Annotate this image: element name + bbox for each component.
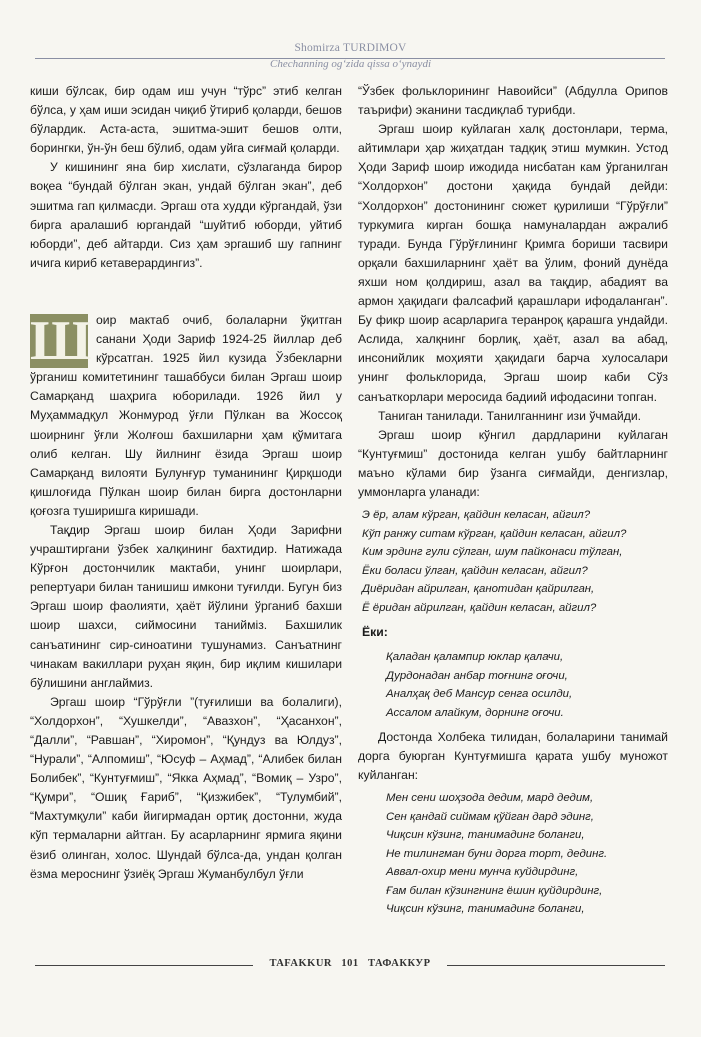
footer-magazine-latin: TAFAKKUR	[269, 958, 333, 969]
verse-line: Қаладан қалампир юклар қалачи,	[386, 651, 564, 664]
header-title: Chechanning og‘zida qissa o‘ynaydi	[269, 58, 431, 70]
footer-rule-right	[447, 965, 665, 966]
verse-3	[386, 789, 668, 919]
verse-line: Ким эрдинг гули сўлган, шум пайконаси тўлган,	[362, 546, 623, 559]
verse-line: Ғам билан кўзингнинг ёшин қуйдирдинг,	[386, 884, 603, 897]
right-paragraph-5: Достонда Холбека тилидан, болаларини танимай дорга буюрган Кунтуғмишга қарата ушбу муножот куйланган:	[358, 730, 668, 783]
verse-line: Э ёр, алам кўрган, қайдин келасан, айгил?	[362, 509, 591, 522]
section-gap	[30, 273, 342, 292]
right-paragraph-4: Эргаш шоир кўнгил дардларини куйлаган “Кунтуғмиш” достонида келган ушбу байтларнинг маъно кўлами бир ўзанга сиғмайди, денгизлар, уммонларга уланади:	[358, 427, 668, 499]
page-number: 101	[341, 958, 359, 969]
right-paragraph-1: “Ўзбек фольклорининг Навоийси” (Абдулла Орипов таърифи) эканини тасдиқлаб турибди.	[358, 84, 668, 118]
left-paragraph-3-text: оир мактаб очиб, болаларни ўқитган санани Ҳоди Зариф 1924-25 йиллар деб кўрсатган. 1925 йил кузида Ўзбекларни ўрганиш комитетининг ташаббуси билан Эргаш шоир Самарқанд шаҳрига юборилади. 1926 йил у Муҳаммадқул Жонмурод ўғли Пўлкан ва Жоссоқ шоирнинг ўғли Жолғош бахшиларни ҳам қўмитага олиб келган. Шу йилнинг ёзида Эргаш шоир Самарқанд вилояти Булунғур туманининг Қирқшоди қишлоғида Пўлкан шоир билан бирга достонларни қоғозга туширишга киришади.	[30, 312, 342, 518]
verse-line: Аналҳақ деб Мансур сенга осилди,	[386, 688, 573, 701]
left-paragraph-5: Эргаш шоир “Гўрўғли ”(туғилиши ва болалиги), “Холдорхон”, “Хушкелди”, “Авазхон”, “Ҳасанхон”, “Далли”, “Равшан”, “Хиромон”, “Қундуз ва Юлдуз”, “Нурали”, “Алпомиш”, “Юсуф – Аҳмад”, “Алибек билан Болибек”, “Кунтуғмиш”, “Якка Аҳмад”, “Вомиқ – Узро”, “Қумри”, “Ошиқ Ғариб”, “Қизжибек”, “Тулумбий”, “Махтумқули” каби йигирмадан ортиқ достонни, жуда кўп термаларни айтган. Бу асарларнинг ярмига яқини ёзиб олинган, холос. Шундай бўлса-да, ундан қолган ёзма мероснинг ўзиёқ Эргаш Жуманбулбул ўғли	[30, 694, 342, 881]
footer-rule-left	[35, 965, 253, 966]
footer-text	[253, 958, 447, 969]
left-paragraph-2: У кишининг яна бир хислати, сўзлаганда бирор воқеа “бундай бўлган экан, ундай бўлган экан”, деб эшитма гап қилмасди. Эргаш ота худди кўргандай, ўзи бирга аралашиб юргандай “шуйтиб юборди, уйтиб юборди”, деб айтарди. Сиз ҳам эргашиб шу гапнинг ичига кириб кетаверардингиз”.	[30, 160, 342, 270]
right-column	[358, 82, 668, 925]
left-column	[30, 82, 342, 884]
verse-separator: Ёки:	[362, 625, 388, 640]
verse-line: Диёридан айрилган, қанотидан қайрилган,	[362, 583, 595, 596]
header-author: Shomirza TURDIMOV	[294, 42, 407, 54]
footer-magazine-cyrillic: ТАФАККУР	[368, 958, 431, 969]
page-footer	[35, 958, 665, 972]
verse-line: Не тилингман буни дорга торт, дединг.	[386, 847, 608, 860]
verse-line: Аввал-охир мени мунча куйдирдинг,	[386, 866, 579, 879]
verse-line: Дурдонадан анбар тоғнинг оғочи,	[386, 669, 568, 682]
drop-cap: Ш	[30, 309, 92, 372]
verse-line: Ассалом алайкум, дорнинг оғочи.	[386, 706, 564, 719]
verse-line: Сен қандай сиймам қўйган дард эдинг,	[386, 810, 594, 823]
verse-line: Кўп ранжу ситам кўрган, қайдин келасан, айгил?	[362, 527, 627, 540]
left-paragraph-4: Тақдир Эргаш шоир билан Ҳоди Зарифни учраштиргани ўзбек халқининг бахтидир. Натижада Кўрғон достончилик мактаби, унинг шоирлари, репертуари билан танишиш имкони туғилди. Бугун биз Эргаш шоир фаолияти, ҳаёт йўлини ўрганиб бахши шоир шахси, сиймосини танийміз. Бахшилик санъатининг сир-синоатини тушунамиз. Санъатнинг чинакам вакиллари руҳан яқин, бир иқлим кишилари бўлишини англаймиз.	[30, 522, 342, 690]
verse-line: Ёки боласи ўлган, қайдин келасан, айгил?	[362, 564, 588, 577]
running-header	[0, 42, 701, 54]
verse-line: Чиқсин кўзинг, танимадинг боланги,	[386, 829, 585, 842]
verse-line: Чиқсин кўзинг, танимадинг боланги,	[386, 903, 585, 916]
right-paragraph-2: Эргаш шоир куйлаган халқ достонлари, терма, айтимлари ҳар жиҳатдан тадқиқ этиш мумкин. Устод Ҳоди Зариф шоир ижодида нисбатан кам ўрганилган “Холдорхон” достони ҳақида бундай дейди: “Холдорхон” достонининг сюжет қурилиши “Гўрўғли” туркумига кирган бошқа намуналардан ажралиб туради. Бунда Гўрўғлининг Қримга бориши тасвири орқали бахшиларнинг ҳаёт ва ўлим, фоний дунёда яхши ном қолдириш, азал ва тақдир, абадият ва армон ҳақидаги фалсафий қарашлари ифодаланган”. Бу фикр шоир асарларига теранроқ қарашга ундайди. Аслида, халқнинг борлиқ, ҳаёт, азал ва абад, инсонийлик моҳияти ҳақидаги барча хулосалари унинг фольклорида, Эргаш шоир каби Сўз санъаткорлари меросида бадиий ифодасини топган.	[358, 122, 668, 404]
left-paragraph-3	[30, 311, 342, 521]
verse-line: Мен сени шоҳзода дедим, мард дедим,	[386, 792, 594, 805]
right-paragraph-3: Таниган танилади. Танилганнинг изи ўчмайди.	[378, 408, 642, 423]
verse-1	[362, 506, 668, 617]
verse-line: Ё ёридан айрилган, қайдин келасан, айгил?	[362, 601, 597, 614]
verse-2	[386, 648, 668, 722]
section-gap	[30, 292, 342, 311]
left-paragraph-1: киши бўлсак, бир одам иш учун “тўрс” этиб келган бўлса, у ҳам иши эсидан чиқиб ўтириб қоларди, бешов бўлардик. Аста-аста, эшитма-эшит бешов олти, борингки, ўн-ўн беш бўлиб, одам уйга сиғмай қоларди.	[30, 84, 342, 156]
